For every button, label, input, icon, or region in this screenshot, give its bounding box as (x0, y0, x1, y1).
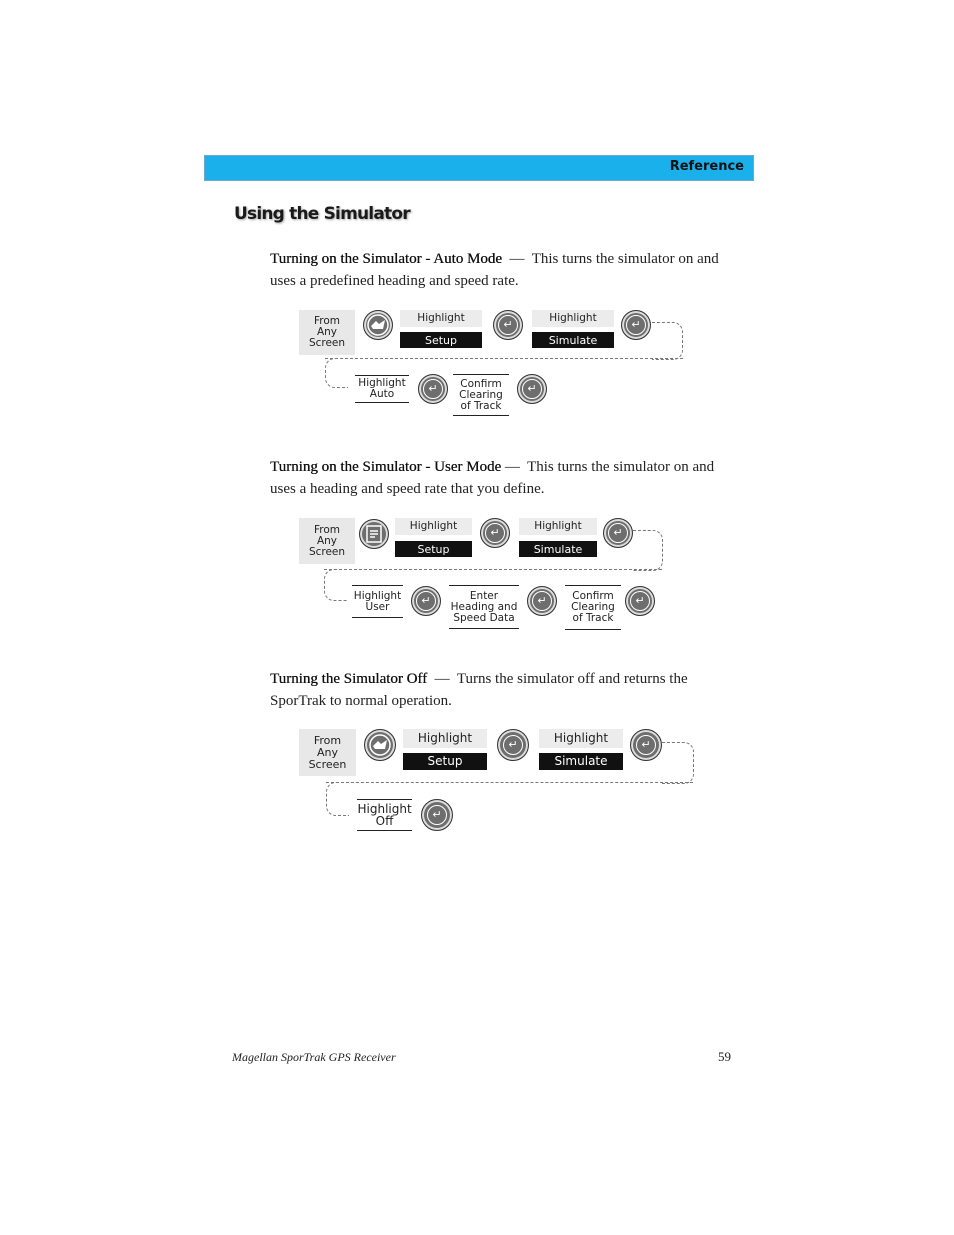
enter-button (418, 374, 448, 404)
menu-icon (362, 522, 386, 546)
highlight-box: Highlight (403, 729, 487, 748)
flow-connector (633, 530, 663, 571)
confirm-clearing-label: Confirm Clearing of Track (571, 590, 615, 624)
page-number: 59 (718, 1049, 731, 1064)
setup-label-box: Setup (403, 753, 487, 770)
flow-connector (326, 782, 693, 783)
simulate-label-box: Simulate (519, 541, 597, 557)
enter-button (411, 586, 441, 616)
highlight-off-label: Highlight Off (357, 802, 412, 828)
enter-icon: ↵ (427, 805, 447, 825)
nav-screens-button (364, 729, 396, 761)
enter-button (493, 310, 523, 340)
highlight-auto-box (355, 375, 409, 403)
em-dash: — (504, 459, 520, 475)
highlight-user-label: Highlight User (353, 589, 402, 613)
enter-button (517, 374, 547, 404)
enter-button (603, 518, 633, 548)
enter-heading-box (449, 585, 519, 629)
menu-button (359, 519, 389, 549)
nav-screens-icon (368, 733, 392, 757)
footer-title: Magellan SporTrak GPS Receiver (232, 1050, 396, 1064)
enter-icon: ↵ (416, 591, 436, 611)
section-2-text: This turns the simulator on and uses a heading and speed rate that you define. (270, 459, 715, 497)
enter-icon: ↵ (636, 735, 656, 755)
enter-button (527, 586, 557, 616)
setup-label-box: Setup (395, 541, 472, 557)
setup-label-box: Setup (400, 332, 482, 348)
from-any-screen-box (299, 310, 355, 355)
section-2-lead: Turning on the Simulator - User Mode (270, 459, 502, 475)
from-label: From Any Screen (308, 315, 346, 349)
simulate-label-box: Simulate (539, 753, 623, 770)
enter-icon: ↵ (503, 735, 523, 755)
confirm-clearing-box (453, 374, 509, 416)
nav-screens-button (363, 310, 393, 340)
simulate-label-box: Simulate (532, 332, 614, 348)
highlight-user-box (352, 585, 403, 618)
highlight-off-box (357, 799, 412, 831)
section-1-text: This turns the simulator on and uses a predefined heading and speed rate. (270, 251, 719, 289)
flow-connector (652, 322, 683, 360)
highlight-auto-label: Highlight Auto (358, 377, 406, 400)
section-1-paragraph (270, 248, 740, 292)
section-3-paragraph (270, 668, 720, 712)
section-header-bar (204, 155, 754, 181)
enter-icon: ↵ (522, 379, 542, 399)
enter-icon: ↵ (626, 315, 646, 335)
em-dash: — (509, 251, 525, 267)
enter-icon: ↵ (608, 523, 628, 543)
enter-button (480, 518, 510, 548)
section-2-paragraph (270, 456, 742, 500)
enter-button (625, 586, 655, 616)
from-label: From Any Screen (308, 733, 347, 771)
highlight-box: Highlight (539, 729, 623, 748)
section-3-text: Turns the simulator off and returns the SporTrak to normal operation. (270, 671, 688, 709)
em-dash: — (434, 671, 450, 687)
enter-button (621, 310, 651, 340)
enter-icon: ↵ (532, 591, 552, 611)
highlight-box: Highlight (395, 518, 472, 535)
section-1-lead: Turning on the Simulator - Auto Mode (270, 251, 502, 267)
from-any-screen-box (299, 729, 356, 776)
enter-heading-label: Enter Heading and Speed Data (450, 589, 518, 624)
from-any-screen-box (299, 518, 355, 564)
enter-button (497, 729, 529, 761)
confirm-clearing-box (565, 585, 621, 630)
section-label: Reference (669, 159, 744, 174)
enter-button (421, 799, 453, 831)
flow-connector (662, 742, 694, 784)
flow-connector (324, 569, 662, 570)
flow-connector (326, 782, 349, 816)
flow-connector (324, 569, 347, 601)
section-3-lead: Turning the Simulator Off (270, 671, 428, 687)
confirm-clearing-label: Confirm Clearing of Track (459, 377, 503, 412)
enter-icon: ↵ (630, 591, 650, 611)
from-label: From Any Screen (308, 523, 346, 558)
flow-connector (325, 358, 348, 388)
enter-button (630, 729, 662, 761)
highlight-box: Highlight (532, 310, 614, 327)
highlight-box: Highlight (519, 518, 597, 535)
nav-screens-icon (366, 313, 390, 337)
flow-connector (325, 358, 683, 359)
highlight-box: Highlight (400, 310, 482, 327)
enter-icon: ↵ (498, 315, 518, 335)
page-title: Using the Simulator (234, 204, 410, 224)
enter-icon: ↵ (485, 523, 505, 543)
enter-icon: ↵ (423, 379, 443, 399)
